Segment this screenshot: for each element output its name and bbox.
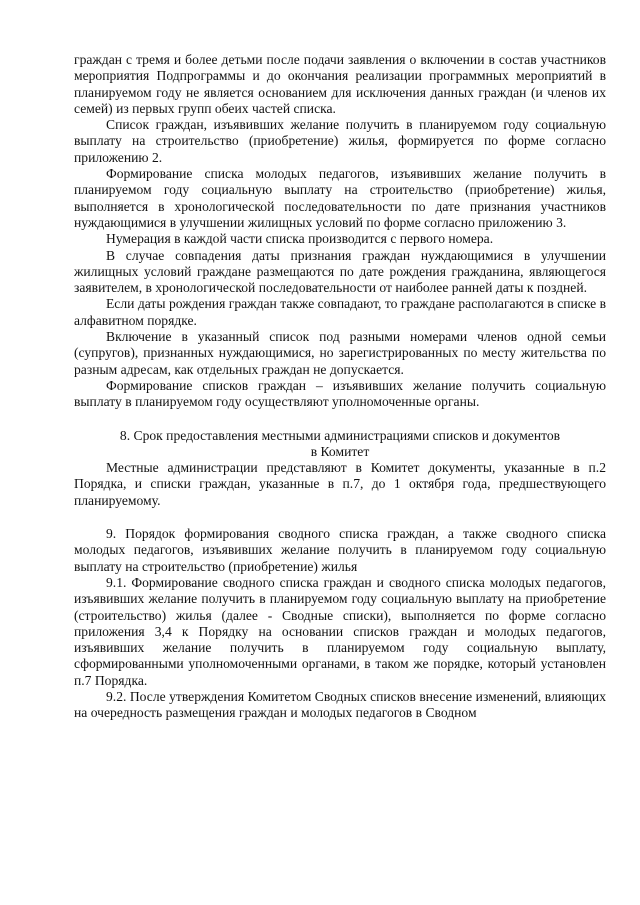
paragraph-citizens-list: Список граждан, изъявивших желание получить в планируемом году социальную выплату на строительство (приобретение) жилья, формируется по форме согласно приложению 2. [74, 117, 606, 165]
section-8-heading-line1: 8. Срок предоставления местными администрациями списков и документов [119, 427, 561, 443]
section-9-2: 9.2. После утверждения Комитетом Сводных списков внесение изменений, влияющих на очередность размещения граждан и молодых педагогов в Сводном [74, 688, 606, 721]
section-8-heading-line2: в Комитет [310, 443, 370, 459]
paragraph-continuation: граждан с тремя и более детьми после подачи заявления о включении в состав участников мероприятия Подпрограммы и до окончания реализации программных мероприятий в планируемом году не является основанием для исключения данных граждан (и членов их семей) из первых групп обеих частей списка. [74, 52, 606, 116]
section-gap [74, 411, 606, 428]
paragraph-teachers-list: Формирование списка молодых педагогов, изъявивших желание получить в планируемом году социальную выплату на строительство (приобретение) жилья, выполняется в хронологической последовательности по дате признания участников нуждающимися в улучшении жилищных условий по форме согласно приложению 3. [74, 166, 606, 230]
paragraph-family-members: Включение в указанный список под разными номерами членов одной семьи (супругов), признанных нуждающимися, но зарегистрированных по месту жительства по разным адресам, как отдельных граждан не допускается. [74, 329, 606, 377]
paragraph-authorized-bodies: Формирование списков граждан – изъявивших желание получить социальную выплату в планируемом году осуществляют уполномоченные органы. [74, 377, 606, 410]
section-gap [74, 509, 606, 526]
paragraph-same-date: В случае совпадения даты признания граждан нуждающимися в улучшении жилищных условий граждане размещаются по дате рождения гражданина, являющегося заявителем, в хронологической последовательности от наиболее ранней даты к поздней. [74, 247, 606, 296]
section-9-1: 9.1. Формирование сводного списка граждан и сводного списка молодых педагогов, изъявивших желание получить в планируемом году социальную выплату на приобретение (строительство) жилья (далее - Сводные списки), выполняется по форме согласно приложения 3,4 к Порядку на основании списков граждан и молодых педагогов, изъявивших желание получить в планируемом году социальную выплату, сформированными уполномоченными органами, в таком же порядке, который установлен п.7 Порядка. [74, 574, 606, 688]
section-8-body: Местные администрации представляют в Комитет документы, указанные в п.2 Порядка, и списки граждан, указанные в п.7, до 1 октября года, предшествующего планируемому. [74, 460, 606, 508]
section-9-heading: 9. Порядок формирования сводного списка граждан, а также сводного списка молодых педагогов, изъявивших желание получить в планируемом году социальную выплату на строительство (приобретение) жилья [74, 526, 606, 574]
paragraph-same-birthdate: Если даты рождения граждан также совпадают, то граждане располагаются в списке в алфавитном порядке. [74, 296, 606, 328]
paragraph-numbering: Нумерация в каждой части списка производится с первого номера. [106, 231, 494, 247]
